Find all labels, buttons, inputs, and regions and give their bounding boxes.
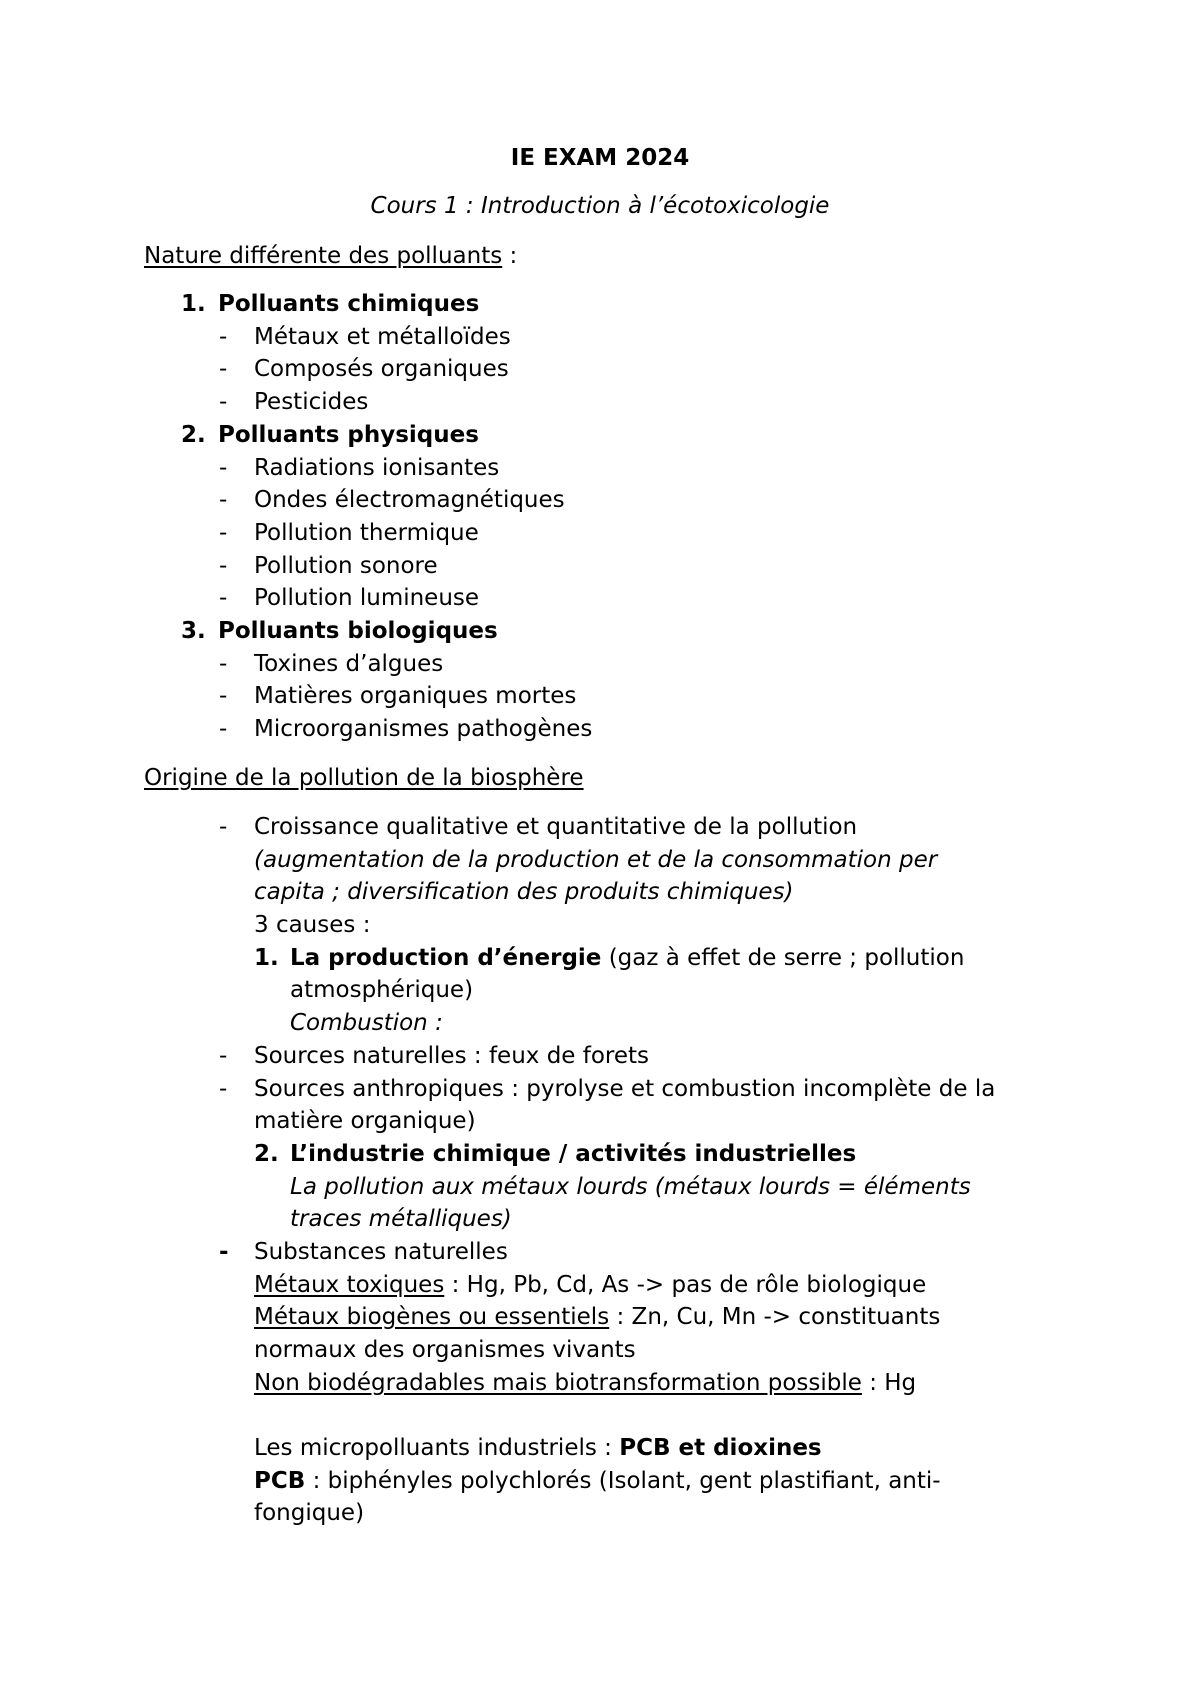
- dash-bullet: -: [219, 324, 228, 350]
- heavy-metals-line: La pollution aux métaux lourds (métaux lourds = éléments: [290, 1174, 971, 1200]
- dash-bullet: -: [219, 683, 228, 709]
- list-item: Matières organiques mortes: [254, 683, 577, 709]
- causes-line: 3 causes :: [254, 912, 371, 938]
- list-item: Sources anthropiques : pyrolyse et combustion incomplète de la: [254, 1076, 996, 1102]
- micropollutants-line: Les micropolluants industriels : PCB et dioxines: [254, 1435, 822, 1461]
- list-item: Pesticides: [254, 389, 369, 415]
- growth-note: capita ; diversification des produits chimiques): [254, 879, 794, 905]
- dash-bullet: -: [219, 1239, 229, 1265]
- dash-bullet: -: [219, 1076, 228, 1102]
- dash-bullet: -: [219, 814, 228, 840]
- biogenic-metals-line-cont: normaux des organismes vivants: [254, 1337, 636, 1363]
- section-heading-nature: Nature différente des polluants :: [144, 243, 518, 269]
- dash-bullet: -: [219, 389, 228, 415]
- group-label: Polluants physiques: [218, 422, 479, 448]
- document-title: IE EXAM 2024: [510, 145, 690, 171]
- dash-bullet: -: [219, 520, 228, 546]
- pcb-line: PCB : biphényles polychlorés (Isolant, gent plastifiant, anti-: [254, 1468, 941, 1494]
- document-subtitle: Cours 1 : Introduction à l’écotoxicologie: [370, 193, 830, 219]
- list-item: Toxines d’algues: [254, 651, 444, 677]
- cause-line-cont: atmosphérique): [290, 977, 474, 1003]
- list-item: Sources naturelles : feux de forets: [254, 1043, 650, 1069]
- biogenic-metals-line: Métaux biogènes ou essentiels : Zn, Cu, Mn -> constituants: [254, 1304, 941, 1330]
- cause-number: 2.: [254, 1141, 279, 1167]
- list-item: Composés organiques: [254, 356, 509, 382]
- cause-line: L’industrie chimique / activités industrielles: [290, 1141, 857, 1167]
- list-item: Ondes électromagnétiques: [254, 487, 565, 513]
- dash-bullet: -: [219, 487, 228, 513]
- dash-bullet: -: [219, 455, 228, 481]
- nonbio-line: Non biodégradables mais biotransformation possible : Hg: [254, 1370, 917, 1396]
- dash-bullet: -: [219, 716, 228, 742]
- group-label: Polluants biologiques: [218, 618, 498, 644]
- toxic-metals-line: Métaux toxiques : Hg, Pb, Cd, As -> pas de rôle biologique: [254, 1272, 927, 1298]
- group-label: Polluants chimiques: [218, 291, 480, 317]
- dash-bullet: -: [219, 1043, 228, 1069]
- list-item: Pollution lumineuse: [254, 585, 480, 611]
- list-item: Métaux et métalloïdes: [254, 324, 511, 350]
- cause-number: 1.: [254, 945, 279, 971]
- heavy-metals-line: traces métalliques): [290, 1206, 512, 1232]
- dash-bullet: -: [219, 356, 228, 382]
- list-item: Substances naturelles: [254, 1239, 508, 1265]
- list-item: Microorganismes pathogènes: [254, 716, 593, 742]
- group-number: 3.: [181, 618, 206, 644]
- dash-bullet: -: [219, 585, 228, 611]
- list-item: Radiations ionisantes: [254, 455, 500, 481]
- dash-bullet: -: [219, 553, 228, 579]
- dash-bullet: -: [219, 651, 228, 677]
- list-item: Pollution thermique: [254, 520, 479, 546]
- combustion-label: Combustion :: [290, 1010, 443, 1036]
- pcb-line-cont: fongique): [254, 1500, 365, 1526]
- group-number: 1.: [181, 291, 206, 317]
- growth-line: Croissance qualitative et quantitative de la pollution: [254, 814, 858, 840]
- list-item: Pollution sonore: [254, 553, 438, 579]
- list-item-cont: matière organique): [254, 1108, 476, 1134]
- group-number: 2.: [181, 422, 206, 448]
- cause-line: La production d’énergie (gaz à effet de serre ; pollution: [290, 945, 965, 971]
- growth-note: (augmentation de la production et de la consommation per: [254, 847, 938, 873]
- section-heading-origin: Origine de la pollution de la biosphère: [144, 765, 584, 791]
